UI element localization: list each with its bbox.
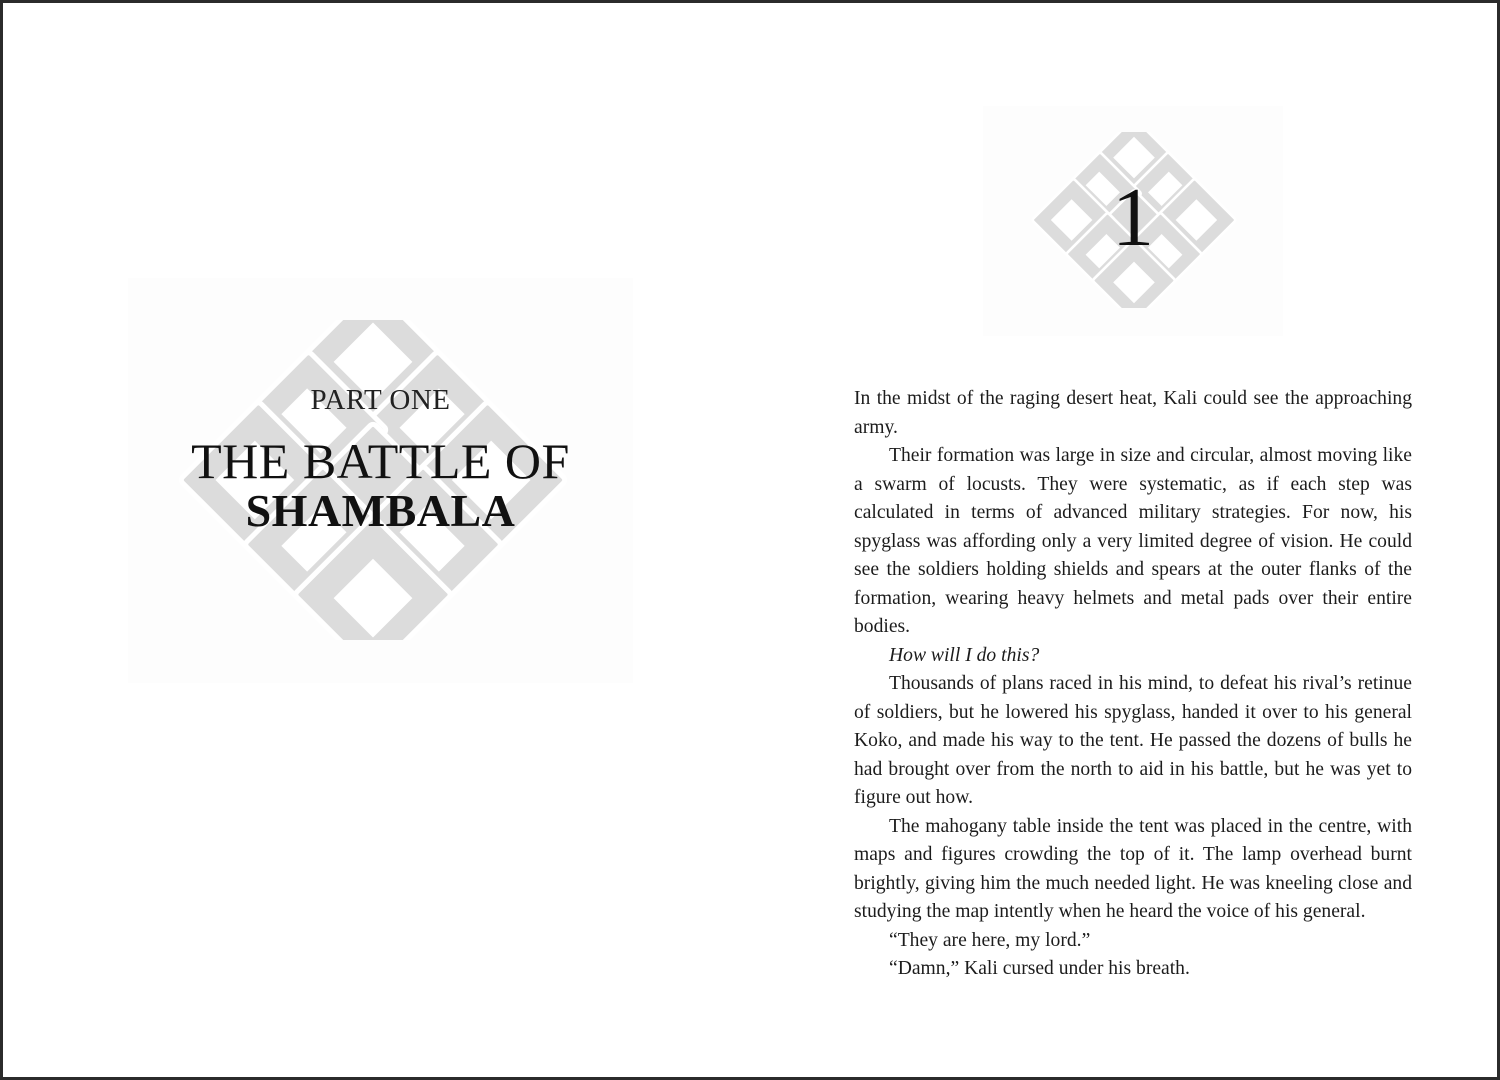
chapter-body — [854, 385, 1412, 984]
paragraph: In the midst of the raging desert heat, Kali could see the approaching army. — [854, 388, 1412, 438]
paragraph: The mahogany table inside the tent was placed in the centre, with maps and figures crowding the top of it. The lamp overhead burnt brightly, giving him the much needed light. He was kneeling close and studying the map intently when he heard the voice of his general. — [854, 815, 1412, 922]
paragraph: Their formation was large in size and circular, almost moving like a swarm of locusts. They were systematic, as if each step was calculated in terms of advanced military strategies. For now, his spyglass was affording only a very limited degree of vision. He could see the soldiers holding shields and spears at the outer flanks of the formation, wearing heavy helmets and metal pads over their entire bodies. — [854, 445, 1412, 637]
paragraph-italic-thought: How will I do this? — [889, 644, 1040, 666]
left-page — [3, 3, 753, 1077]
part-title-line-1: THE BATTLE OF — [191, 433, 570, 489]
paragraph-dialogue: “Damn,” Kali cursed under his breath. — [889, 958, 1190, 979]
part-title-block — [128, 278, 633, 683]
chapter-number: 1 — [1112, 171, 1154, 264]
part-label: PART ONE — [310, 384, 451, 416]
chapter-heading — [983, 106, 1283, 336]
paragraph: Thousands of plans raced in his mind, to defeat his rival’s retinue of soldiers, but he lowered his spyglass, handed it over to his general Koko, and made his way to the tent. He passed the dozens of bulls he had brought over from the north to aid in his battle, but he was yet to figure out how. — [854, 673, 1412, 808]
right-page — [753, 3, 1497, 1077]
part-title-line-2: SHAMBALA — [245, 485, 516, 536]
paragraph-dialogue: “They are here, my lord.” — [889, 929, 1091, 951]
